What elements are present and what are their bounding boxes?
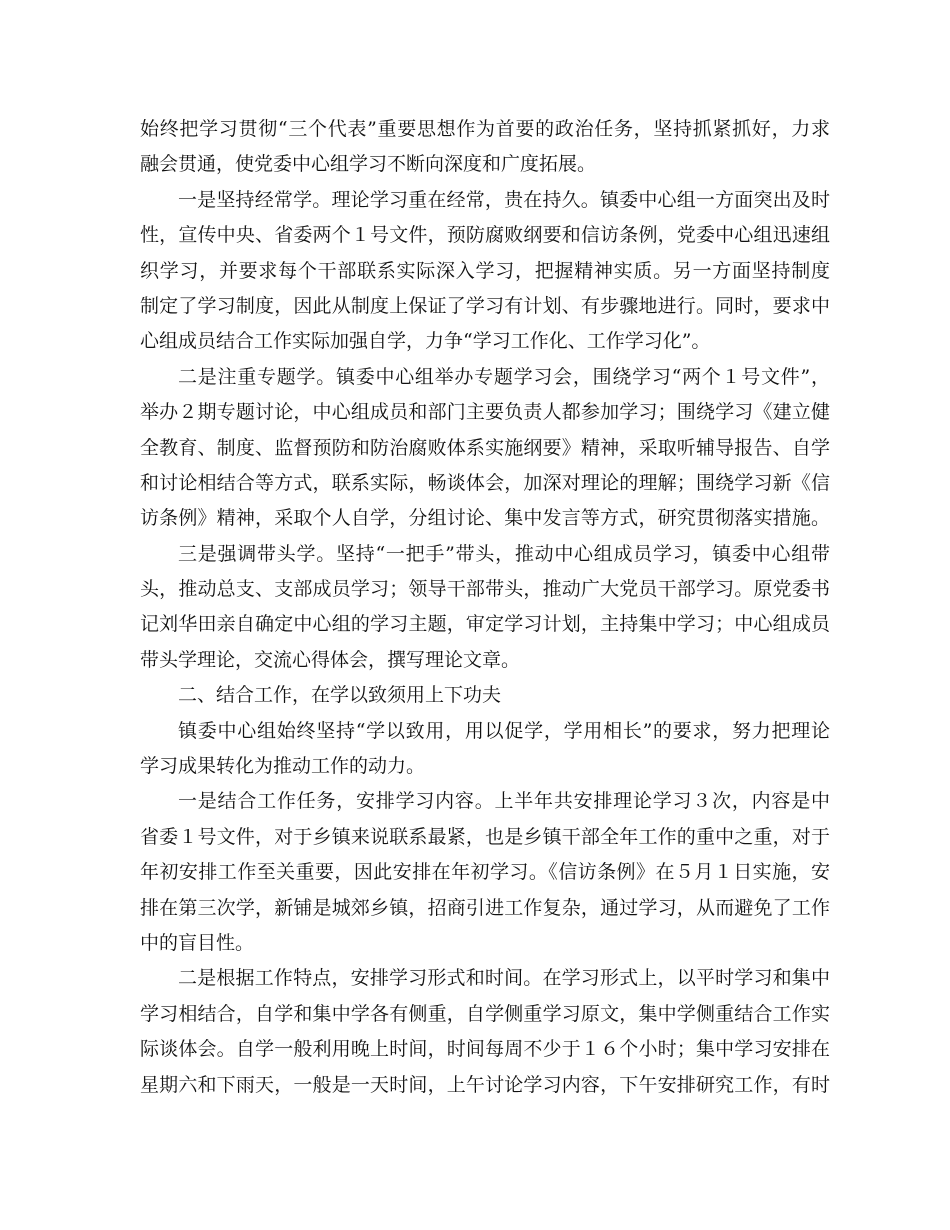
text-line: 始终把学习贯彻“三个代表”重要思想作为首要的政治任务，坚持抓紧抓好，力求 (140, 118, 830, 140)
text-line: 记刘华田亲自确定中心组的学习主题，审定学习计划，主持集中学习；中心组成员 (140, 613, 830, 636)
text-line: 学习相结合，自学和集中学各有侧重，自学侧重学习原文，集中学侧重结合工作实 (140, 1002, 830, 1025)
text-line: 二是注重专题学。镇委中心组举办专题学习会，围绕学习“两个１号文件”， (178, 365, 830, 388)
text-line: 镇委中心组始终坚持“学以致用，用以促学，学用相长”的要求，努力把理论 (178, 719, 830, 742)
text-line: 心组成员结合工作实际加强自学，力争“学习工作化、工作学习化”。 (140, 330, 711, 353)
text-line: 中的盲目性。 (140, 931, 255, 954)
document-body (140, 112, 830, 1103)
text-line: 融会贯通，使党委中心组学习不断向深度和广度拓展。 (140, 153, 597, 176)
text-line: 际谈体会。自学一般利用晚上时间，时间每周不少于１６个小时；集中学习安排在 (140, 1038, 830, 1061)
text-line: 全教育、制度、监督预防和防治腐败体系实施纲要》精神，采取听辅导报告、自学 (140, 436, 830, 459)
text-line: 织学习，并要求每个干部联系实际深入学习，把握精神实质。另一方面坚持制度 (140, 259, 830, 282)
text-line: 访条例》精神，采取个人自学，分组讨论、集中发言等方式，研究贯彻落实措施。 (140, 507, 830, 530)
text-line: 制定了学习制度，因此从制度上保证了学习有计划、有步骤地进行。同时，要求中 (140, 294, 830, 317)
text-line: 带头学理论，交流心得体会，撰写理论文章。 (140, 648, 521, 671)
text-line: 学习成果转化为推动工作的动力。 (140, 755, 426, 778)
text-line: 二、结合工作，在学以致须用上下功夫 (178, 684, 502, 707)
text-line: 二是根据工作特点，安排学习形式和时间。在学习形式上，以平时学习和集中 (178, 967, 830, 990)
text-line: 三是强调带头学。坚持“一把手”带头，推动中心组成员学习，镇委中心组带 (178, 542, 830, 565)
text-line: 年初安排工作至关重要，因此安排在年初学习。《信访条例》在５月１日实施，安 (140, 861, 830, 884)
text-line: 和讨论相结合等方式，联系实际，畅谈体会，加深对理论的理解；围绕学习新《信 (140, 471, 830, 494)
text-line: 举办２期专题讨论，中心组成员和部门主要负责人都参加学习；围绕学习《建立健 (140, 401, 830, 424)
text-line: 排在第三次学，新铺是城郊乡镇，招商引进工作复杂，通过学习，从而避免了工作 (140, 896, 830, 919)
text-line: 性，宣传中央、省委两个１号文件，预防腐败纲要和信访条例，党委中心组迅速组 (140, 224, 830, 247)
text-line: 一是结合工作任务，安排学习内容。上半年共安排理论学习３次，内容是中 (178, 790, 830, 813)
text-line: 星期六和下雨天，一般是一天时间，上午讨论学习内容，下午安排研究工作，有时 (140, 1073, 830, 1096)
text-line: 省委１号文件，对于乡镇来说联系最紧，也是乡镇干部全年工作的重中之重，对于 (140, 825, 830, 848)
text-line: 头，推动总支、支部成员学习；领导干部带头，推动广大党员干部学习。原党委书 (140, 578, 830, 601)
text-line: 一是坚持经常学。理论学习重在经常，贵在持久。镇委中心组一方面突出及时 (178, 188, 830, 211)
